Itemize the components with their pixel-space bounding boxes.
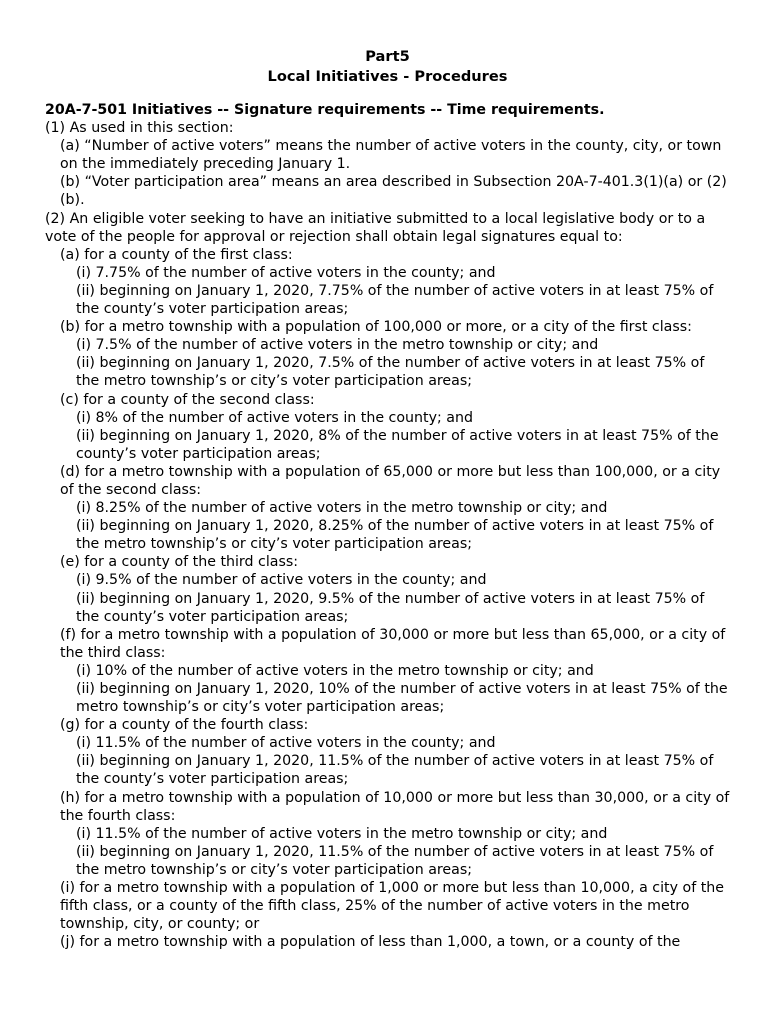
paragraph-2e: (e) for a county of the third class: — [60, 554, 299, 571]
paragraph-2c-ii: (ii) beginning on January 1, 2020, 8% of the number of active voters in at least 75% of the county’s voter participation areas; — [76, 427, 719, 462]
paragraph-2h-ii: (ii) beginning on January 1, 2020, 11.5% of the number of active voters in at least 75% of the metro township’s or city’s voter participation areas; — [76, 843, 714, 878]
paragraph-2d-i: (i) 8.25% of the number of active voters in the metro township or city; and — [76, 500, 608, 517]
paragraph-2h: (h) for a metro township with a population of 10,000 or more but less than 30,000, or a city of the fourth class: — [60, 789, 730, 824]
paragraph-2a-i: (i) 7.75% of the number of active voters in the county; and — [76, 264, 496, 281]
paragraph-2a-ii: (ii) beginning on January 1, 2020, 7.75% of the number of active voters in at least 75% of the county’s voter participation areas; — [76, 282, 714, 318]
paragraph-2c-i: (i) 8% of the number of active voters in the county; and — [76, 409, 473, 426]
paragraph-2a: (a) for a county of the first class: — [60, 246, 293, 263]
section-heading: 20A-7-501 Initiatives -- Signature requirements -- Time requirements. — [45, 102, 605, 118]
paragraph-2j: (j) for a metro township with a population of less than 1,000, a town, or a county of the — [60, 934, 681, 951]
paragraph-2h-i: (i) 11.5% of the number of active voters in the metro township or city; and — [76, 825, 608, 842]
spacer — [45, 87, 730, 101]
part-title: Local Initiatives - Procedures — [267, 68, 508, 85]
paragraph-2i: (i) for a metro township with a population of 1,000 or more but less than 10,000, a city of the fifth class, or a county of the fifth class, 25% of the number of active voters in the metro township, city, or county; or — [60, 880, 724, 933]
paragraph-1b: (b) “Voter participation area” means an area described in Subsection 20A-7-401.3(1)(a) or (2)(b). — [60, 174, 727, 209]
paragraph-2g: (g) for a county of the fourth class: — [60, 717, 309, 734]
paragraph-2e-ii: (ii) beginning on January 1, 2020, 9.5% of the number of active voters in at least 75% of the county’s voter participation areas; — [76, 590, 705, 625]
paragraph-2e-i: (i) 9.5% of the number of active voters in the county; and — [76, 572, 487, 589]
paragraph-2d: (d) for a metro township with a population of 65,000 or more but less than 100,000, or a city of the second class: — [60, 463, 721, 498]
paragraph-1: (1) As used in this section: — [45, 120, 234, 137]
paragraph-2c: (c) for a county of the second class: — [60, 391, 315, 408]
paragraph-2d-ii: (ii) beginning on January 1, 2020, 8.25% of the number of active voters in at least 75% of the metro township’s or city’s voter participation areas; — [76, 518, 714, 553]
paragraph-2g-ii: (ii) beginning on January 1, 2020, 11.5% of the number of active voters in at least 75% of the county’s voter participation areas; — [76, 753, 714, 788]
paragraph-1a: (a) “Number of active voters” means the number of active voters in the county, city, or town on the immediately preceding January 1. — [60, 138, 722, 173]
section-body — [45, 119, 730, 951]
paragraph-2f: (f) for a metro township with a population of 30,000 or more but less than 65,000, or a city of the third class: — [60, 626, 726, 661]
paragraph-2b-i: (i) 7.5% of the number of active voters in the metro township or city; and — [76, 337, 599, 354]
paragraph-2b-ii: (ii) beginning on January 1, 2020, 7.5% of the number of active voters in at least 75% of the metro township’s or city’s voter participation areas; — [76, 355, 705, 390]
paragraph-2: (2) An eligible voter seeking to have an initiative submitted to a local legislative body or to a vote of the people for approval or rejection shall obtain legal signatures equal to: — [45, 210, 706, 245]
document-page — [45, 47, 730, 951]
part-number: Part5 — [365, 48, 410, 65]
paragraph-2f-ii: (ii) beginning on January 1, 2020, 10% of the number of active voters in at least 75% of the metro township’s or city’s voter participation areas; — [76, 681, 728, 716]
paragraph-2g-i: (i) 11.5% of the number of active voters in the county; and — [76, 735, 496, 752]
paragraph-2b: (b) for a metro township with a population of 100,000 or more, or a city of the first class: — [60, 319, 692, 336]
paragraph-2f-i: (i) 10% of the number of active voters in the metro township or city; and — [76, 662, 594, 679]
